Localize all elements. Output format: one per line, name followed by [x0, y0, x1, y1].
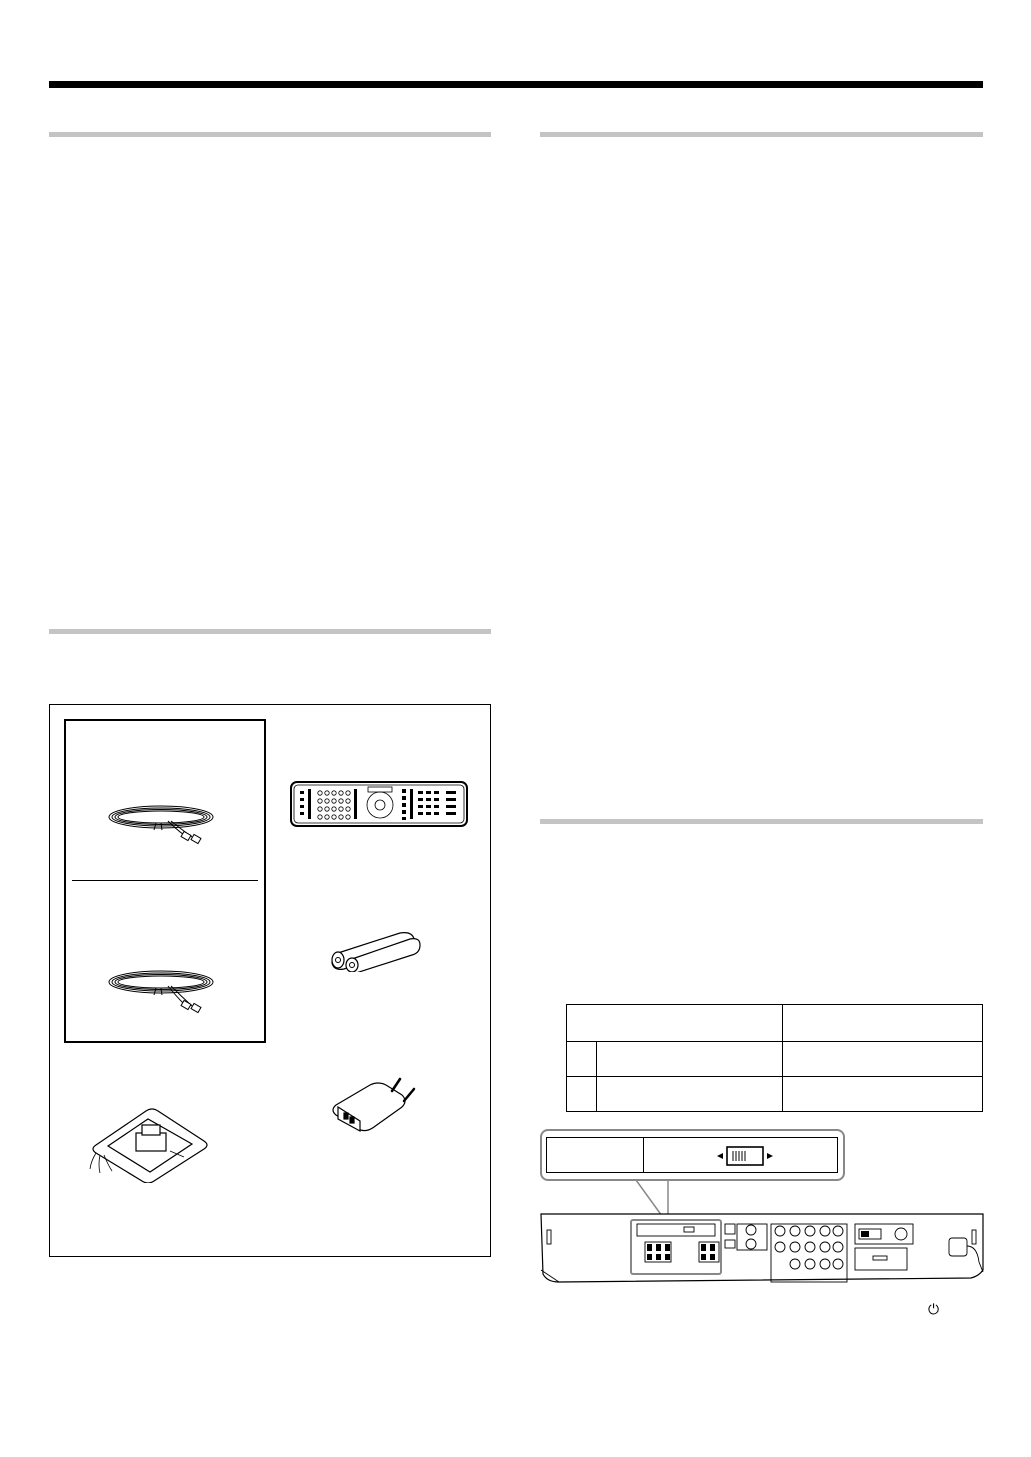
am-loop-antenna-icon	[86, 1103, 216, 1183]
section-bar-voltage	[540, 819, 983, 824]
rear-panel-icon	[539, 1212, 987, 1292]
table-header-cell	[567, 1005, 782, 1041]
divider	[72, 880, 258, 881]
header-rule	[49, 81, 983, 88]
power-symbol-icon: ⏻	[928, 1301, 940, 1317]
voltage-table	[566, 1004, 983, 1112]
voltage-selector-switch[interactable]	[715, 1144, 775, 1168]
section-bar-left-top	[49, 132, 491, 137]
remote-control-icon	[290, 781, 470, 829]
voltage-selector-panel	[546, 1137, 838, 1173]
speaker-cord-icon	[106, 799, 226, 849]
battery-icon	[330, 927, 425, 972]
section-bar-accessories	[49, 629, 491, 634]
table-header-cell	[783, 1005, 982, 1041]
section-bar-right-top	[540, 132, 983, 137]
speaker-cord-icon	[106, 964, 226, 1019]
speaker-cords-box	[64, 719, 266, 1043]
voltage-selector-callout	[540, 1129, 845, 1181]
accessories-frame	[49, 704, 491, 1257]
plug-adaptor-icon	[330, 1077, 430, 1137]
